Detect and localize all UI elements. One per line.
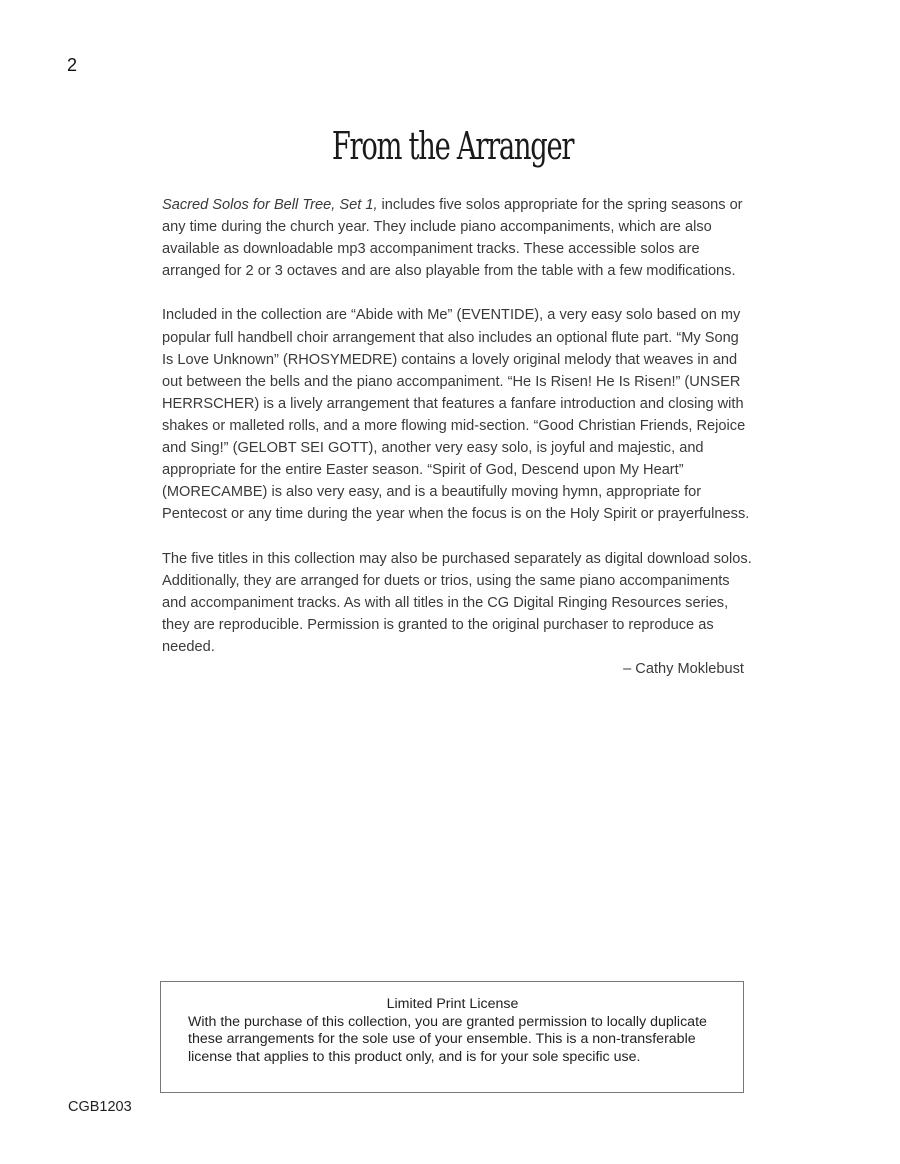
license-body: With the purchase of this collection, you are granted permission to locally duplicate these arrangements for the sole use of your ensemble. This is a non-transferable license that applies to this product only, and is for your sole specific use. [188, 1013, 707, 1065]
arranger-signature: – Cathy Moklebust [623, 660, 744, 677]
purchase-paragraph: The five titles in this collection may also be purchased separately as digital download solos. Additionally, they are arranged for duets or trios, using the same piano accompaniments and accompaniment tracks. As with all titles in the CG Digital Ringing Resources series, they are reproducible. Permission is granted to the original purchaser to reproduce as needed. [162, 550, 752, 655]
intro-paragraph [162, 194, 752, 282]
intro-text: includes five solos appropriate for the spring seasons or any time during the church year. They include piano accompaniments, which are also available as downloadable mp3 accompaniment tracks. These accessible solos are arranged for 2 or 3 octaves and are also playable from the table with a few modifications. [162, 197, 743, 280]
page-number: 2 [67, 55, 78, 75]
limited-print-license-box [160, 981, 744, 1093]
arranger-notes [162, 194, 752, 702]
page-title: From the Arranger [331, 124, 574, 168]
license-heading: Limited Print License [386, 996, 519, 1012]
catalog-number: CGB1203 [68, 1099, 132, 1115]
collection-paragraph: Included in the collection are “Abide with Me” (EVENTIDE), a very easy solo based on my popular full handbell choir arrangement that also includes an optional flute part. “My Song Is Love Unknown” (RHOSYMEDRE) contains a lovely original melody that weaves in and out between the bells and the piano accompaniment. “He Is Risen! He Is Risen!” (UNSER HERRSCHER) is a lively arrangement that features a fanfare introduction and closing with shakes or malleted rolls, and a more flowing mid-section. “Good Christian Friends, Rejoice and Sing!” (GELOBT SEI GOTT), another very easy solo, is joyful and majestic, and appropriate for the entire Easter season. “Spirit of God, Descend upon My Heart” (MORECAMBE) is also very easy, and is a beautifully moving hymn, appropriate for Pentecost or any time during the year when the focus is on the Holy Spirit or prayerfulness. [162, 307, 750, 523]
collection-title: Sacred Solos for Bell Tree, Set 1, [162, 197, 378, 213]
